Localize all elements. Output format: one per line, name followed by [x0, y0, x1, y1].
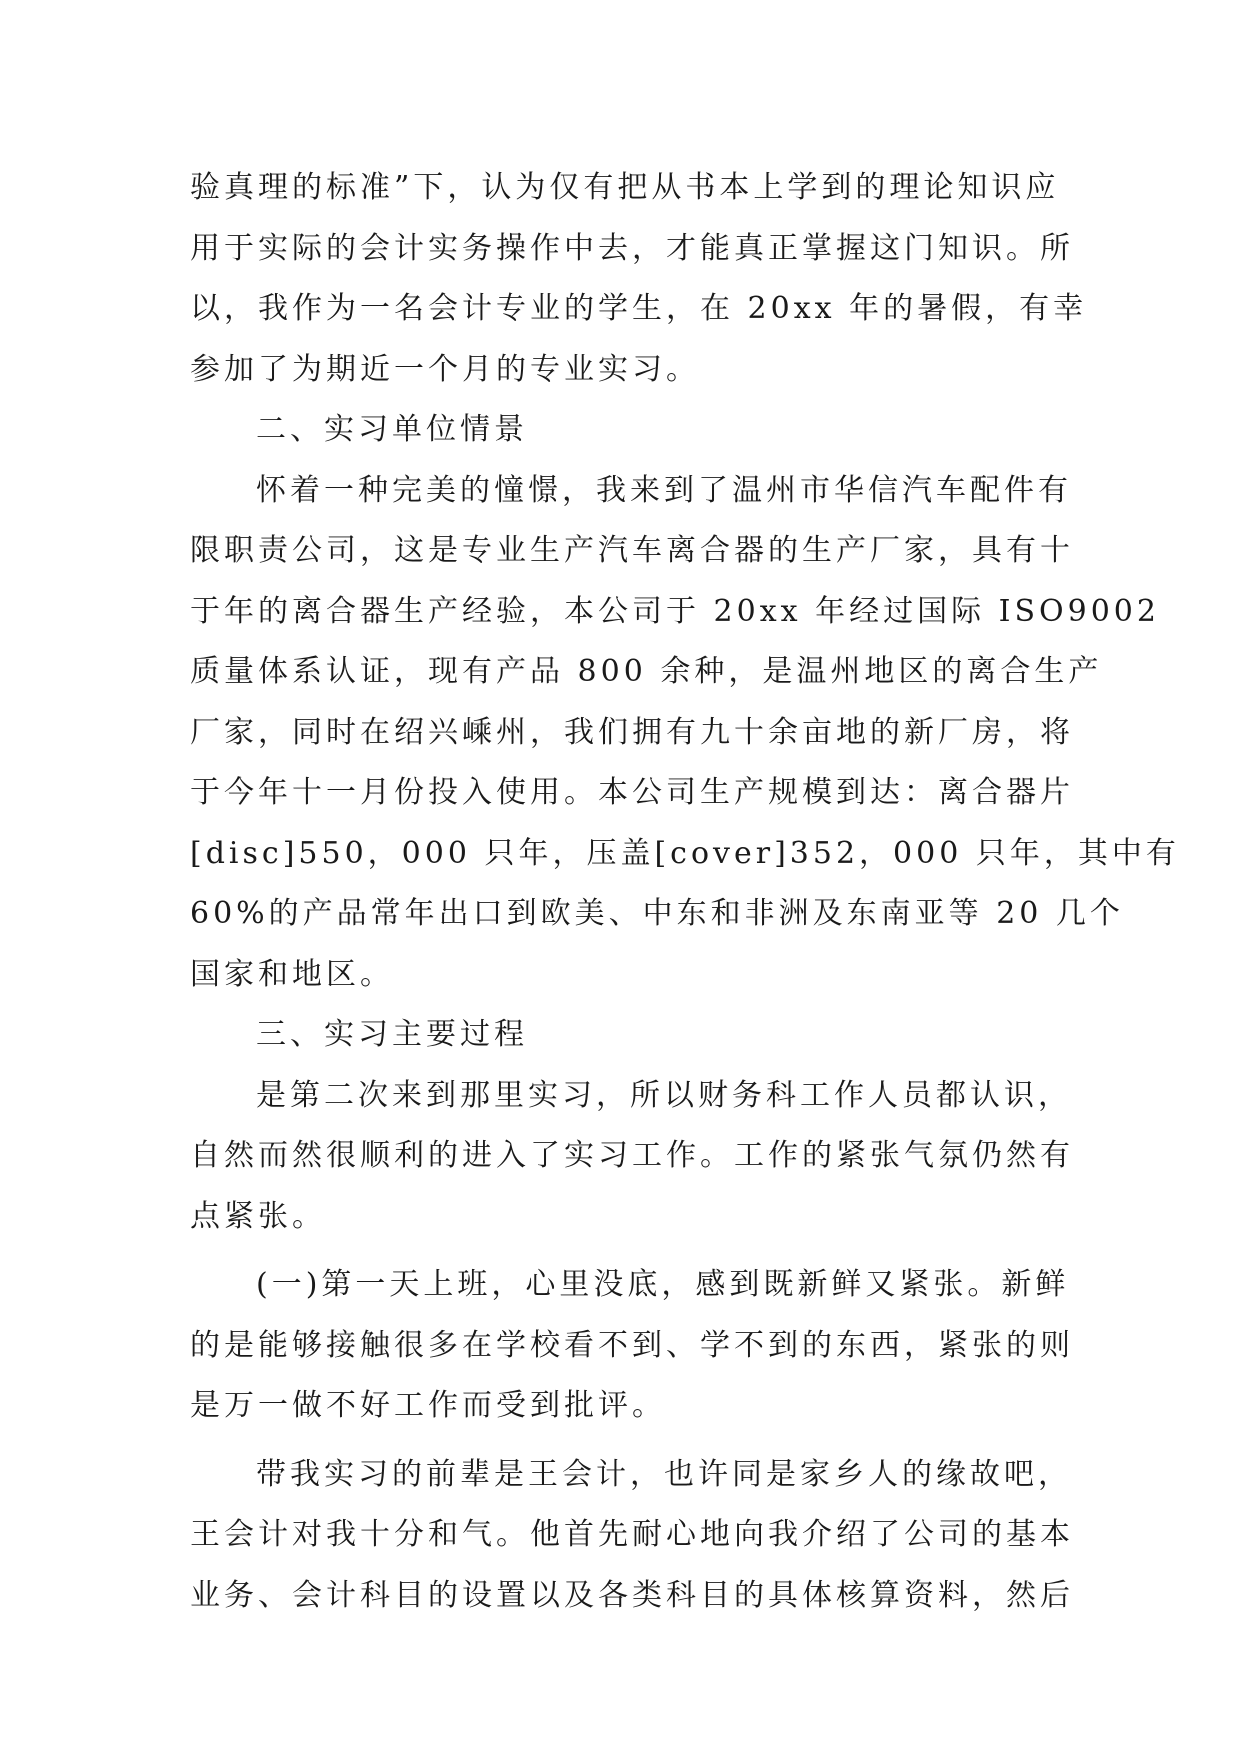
- text-line: 是第二次来到那里实习，所以财务科工作人员都认识，: [256, 1077, 1072, 1113]
- section-heading: 三、实习主要过程: [256, 1017, 528, 1052]
- text-line: 于年的离合器生产经验，本公司于 20xx 年经过国际 ISO9002: [190, 593, 1160, 629]
- section-heading: 二、实习单位情景: [256, 412, 528, 447]
- text-line: 的是能够接触很多在学校看不到、学不到的东西，紧张的则: [190, 1327, 1074, 1363]
- text-line: 用于实际的会计实务操作中去，才能真正掌握这门知识。所: [190, 230, 1074, 266]
- text-line: 王会计对我十分和气。他首先耐心地向我介绍了公司的基本: [190, 1517, 1074, 1552]
- text-line: 60%的产品常年出口到欧美、中东和非洲及东南亚等 20 几个: [190, 896, 1124, 931]
- text-line: 验真理的标准”下，认为仅有把从书本上学到的理论知识应: [190, 170, 1060, 205]
- text-line: 限职责公司，这是专业生产汽车离合器的生产厂家，具有十: [190, 533, 1074, 568]
- text-line: 于今年十一月份投入使用。本公司生产规模到达：离合器片: [190, 775, 1074, 810]
- text-line: 是万一做不好工作而受到批评。: [190, 1388, 666, 1423]
- text-line: 带我实习的前辈是王会计，也许同是家乡人的缘故吧，: [256, 1456, 1072, 1492]
- text-line: 以，我作为一名会计专业的学生，在 20xx 年的暑假，有幸: [190, 291, 1088, 326]
- text-line: 怀着一种完美的憧憬，我来到了温州市华信汽车配件有: [256, 472, 1072, 508]
- text-line: 参加了为期近一个月的专业实习。: [190, 351, 700, 387]
- text-line: [disc]550，000 只年，压盖[cover]352，000 只年，其中有: [190, 835, 1180, 871]
- text-line: 自然而然很顺利的进入了实习工作。工作的紧张气氛仍然有: [190, 1138, 1074, 1173]
- text-line: 国家和地区。: [190, 956, 394, 992]
- text-line: 点紧张。: [190, 1198, 326, 1234]
- text-line: 业务、会计科目的设置以及各类科目的具体核算资料，然后: [190, 1577, 1074, 1613]
- text-line: 厂家，同时在绍兴嵊州，我们拥有九十余亩地的新厂房，将: [190, 714, 1074, 750]
- document-body: [190, 158, 1180, 1626]
- text-line: (一)第一天上班，心里没底，感到既新鲜又紧张。新鲜: [256, 1267, 1070, 1302]
- text-line: 质量体系认证，现有产品 800 余种，是温州地区的离合生产: [190, 654, 1103, 689]
